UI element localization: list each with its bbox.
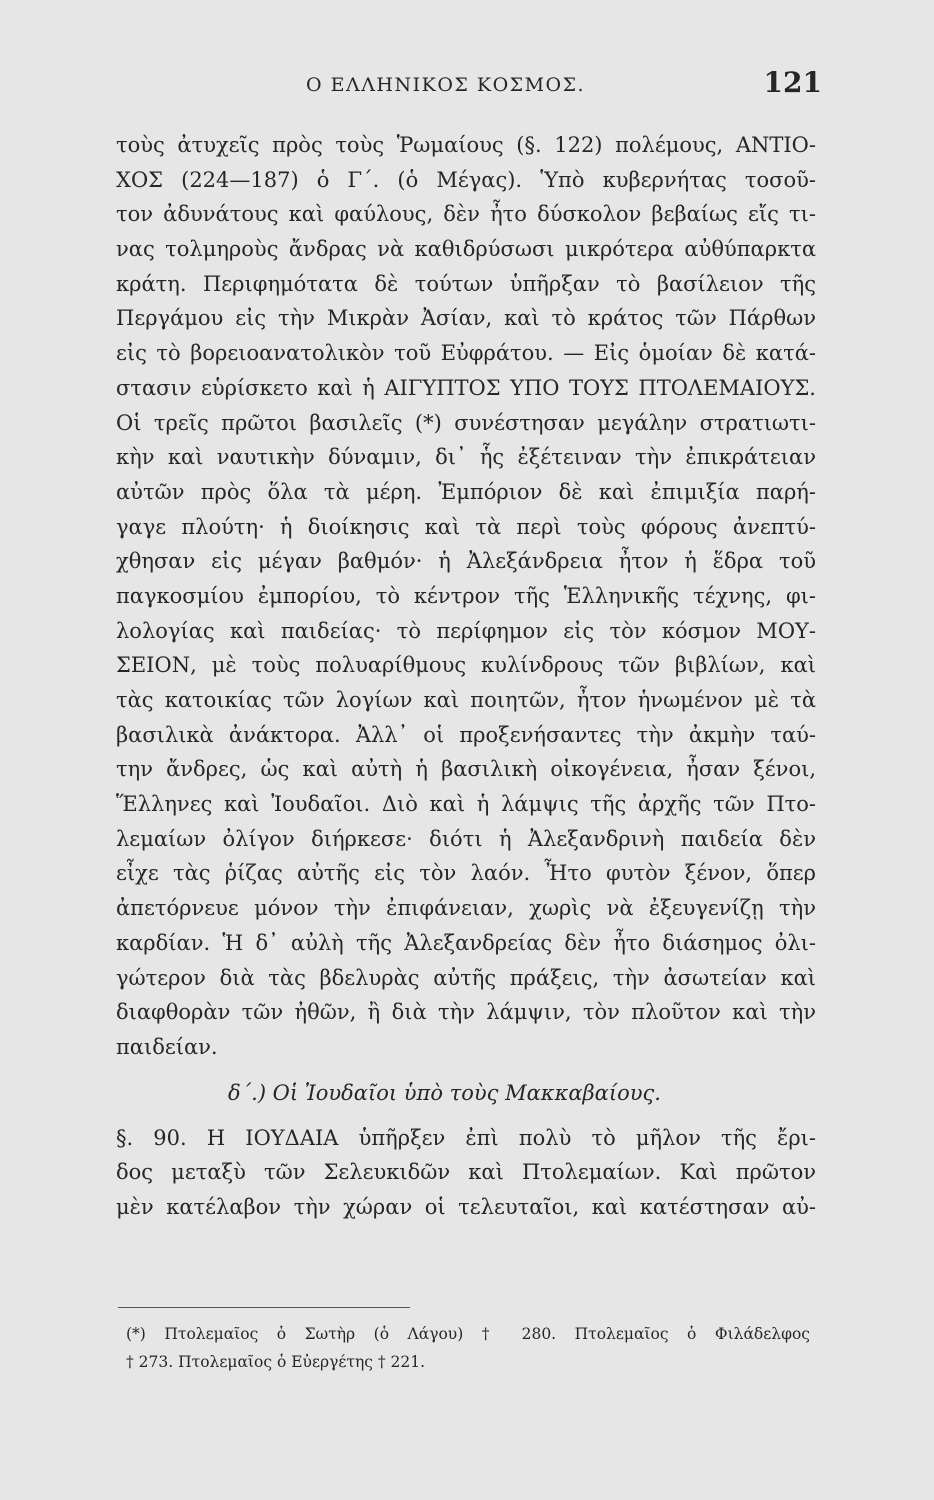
paragraph	[116, 128, 816, 406]
footnote	[126, 1320, 810, 1376]
body-text	[116, 128, 816, 1225]
text-line: §. 90. Η ΙΟΥΔΑΙΑ ὑπῆρξεν ἐπὶ πολὺ τὸ μῆλον τῆς ἔρι-	[116, 1125, 816, 1150]
text-line: γαγε πλούτη· ἡ διοίκησις καὶ τὰ περὶ τοὺς φόρους ἀνεπτύ-	[116, 514, 816, 539]
text-line: διαφθορὰν τῶν ἠθῶν, ἢ διὰ τὴν λάμψιν, τὸν πλοῦτον καὶ τὴν	[116, 1000, 816, 1025]
paragraph	[116, 1121, 816, 1225]
footnote-rule	[118, 1307, 410, 1308]
text-line: τοὺς ἀτυχεῖς πρὸς τοὺς Ῥωμαίους (§. 122) πολέμους, ΑΝΤΙΟ-	[116, 133, 816, 157]
text-line: τον ἀδυνάτους καὶ φαύλους, δὲν ἦτο δύσκολον βεβαίως εἴς τι-	[116, 202, 816, 227]
text-line: βασιλικὰ ἀνάκτορα. Ἀλλ᾽ οἱ προξενήσαντες τὴν ἀκμὴν ταύ-	[116, 722, 816, 747]
text-line: στασιν εὑρίσκετο καὶ ἡ ΑΙΓΥΠΤΟΣ ΥΠΟ ΤΟΥΣ ΠΤΟΛΕΜΑΙΟΥΣ.	[116, 375, 816, 400]
text-line: Οἱ τρεῖς πρῶτοι βασιλεῖς (*) συνέστησαν μεγάλην στρατιωτι-	[116, 410, 816, 435]
text-line: καρδίαν. Ἡ δ᾽ αὐλὴ τῆς Ἀλεξανδρείας δὲν ἦτο διάσημος ὀλι-	[116, 930, 816, 955]
text-line: Περγάμου εἰς τὴν Μικρὰν Ἀσίαν, καὶ τὸ κράτος τῶν Πάρθων	[116, 306, 816, 331]
text-line: δος μεταξὺ τῶν Σελευκιδῶν καὶ Πτολεμαίων. Καὶ πρῶτον	[116, 1160, 816, 1185]
running-head	[120, 66, 822, 100]
text-line: νας τολμηροὺς ἄνδρας νὰ καθιδρύσωσι μικρότερα αὐθύπαρκτα	[116, 237, 816, 262]
text-line: τὰς κατοικίας τῶν λογίων καὶ ποιητῶν, ἦτον ἡνωμένον μὲ τὰ	[116, 688, 816, 712]
page-number: 121	[763, 66, 822, 99]
text-line: αὐτῶν πρὸς ὅλα τὰ μέρη. Ἐμπόριον δὲ καὶ ἐπιμιξία παρή-	[116, 479, 816, 504]
text-line: εἶχε τὰς ῥίζας αὐτῆς εἰς τὸν λαόν. Ἦτο φυτὸν ξένον, ὅπερ	[116, 861, 816, 886]
running-title: Ο ΕΛΛΗΝΙΚΟΣ ΚΟΣΜΟΣ.	[306, 74, 586, 96]
footnote-line: † 273. Πτολεμαῖος ὁ Εὐεργέτης † 221.	[126, 1353, 426, 1371]
text-line: ἀπετόρνευε μόνον τὴν ἐπιφάνειαν, χωρὶς νὰ ἐξευγενίζῃ τὴν	[116, 896, 816, 921]
text-line: λολογίας καὶ παιδείας· τὸ περίφημον εἰς τὸν κόσμον ΜΟΥ-	[116, 618, 816, 643]
paragraph	[116, 406, 816, 1065]
text-line: παγκοσμίου ἐμπορίου, τὸ κέντρον τῆς Ἑλληνικῆς τέχνης, φι-	[116, 583, 816, 608]
text-line: μὲν κατέλαβον τὴν χώραν οἱ τελευταῖοι, καὶ κατέστησαν αὐ-	[116, 1194, 816, 1219]
text-line: γώτερον διὰ τὰς βδελυρὰς αὐτῆς πράξεις, τὴν ἀσωτείαν καὶ	[116, 965, 816, 990]
section-heading: δ΄.) Οἱ Ἰουδαῖοι ὑπὸ τοὺς Μακκαβαίους.	[228, 1080, 661, 1105]
text-line: Ἕλληνες καὶ Ἰουδαῖοι. Διὸ καὶ ἡ λάμψις τῆς ἀρχῆς τῶν Πτο-	[116, 792, 816, 817]
text-line: κὴν καὶ ναυτικὴν δύναμιν, δι᾽ ἧς ἐξέτειναν τὴν ἐπικράτειαν	[116, 445, 816, 470]
text-line: λεμαίων ὀλίγον διήρκεσε· διότι ἡ Ἀλεξανδρινὴ παιδεία δὲν	[116, 826, 816, 851]
text-line: παιδείαν.	[116, 1034, 218, 1059]
text-line: την ἄνδρες, ὡς καὶ αὐτὴ ἡ βασιλικὴ οἰκογένεια, ἦσαν ξένοι,	[116, 757, 816, 782]
footnote-line: (*) Πτολεμαῖος ὁ Σωτὴρ (ὁ Λάγου) † 280. Πτολεμαῖος ὁ Φιλάδελφος	[126, 1325, 810, 1343]
text-line: εἰς τὸ βορειοανατολικὸν τοῦ Εὐφράτου. — Εἰς ὁμοίαν δὲ κατά-	[116, 341, 816, 366]
text-line: κράτη. Περιφημότατα δὲ τούτων ὑπῆρξαν τὸ βασίλειον τῆς	[116, 271, 816, 296]
text-line: χθησαν εἰς μέγαν βαθμόν· ἡ Ἀλεξάνδρεια ἦτον ἡ ἕδρα τοῦ	[116, 549, 816, 574]
text-line: ΧΟΣ (224—187) ὁ Γ΄. (ὁ Μέγας). Ὑπὸ κυβερνήτας τοσοῦ-	[116, 167, 816, 192]
text-line: ΣΕΙΟΝ, μὲ τοὺς πολυαρίθμους κυλίνδρους τῶν βιβλίων, καὶ	[116, 653, 816, 678]
